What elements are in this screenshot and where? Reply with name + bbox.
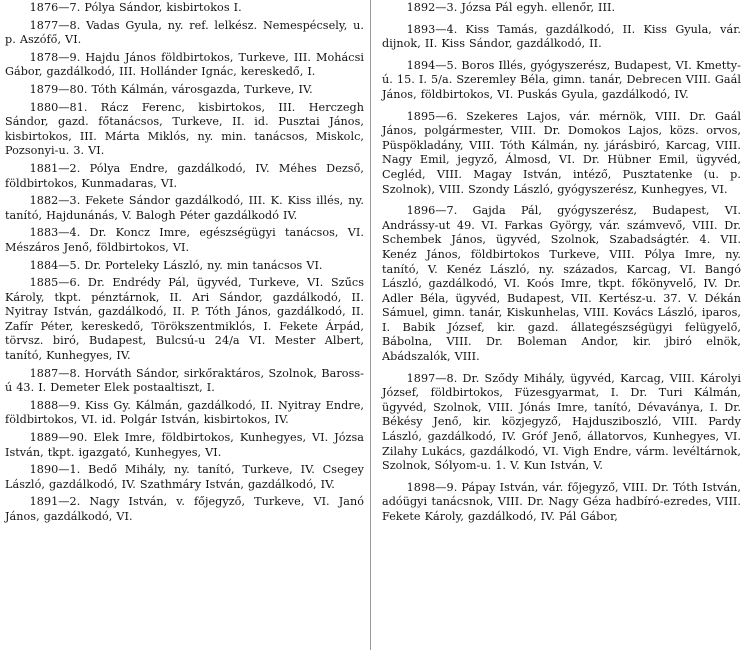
graduate-entry-1891: 1891—2. Nagy István, v. főjegyző, Turkeve, VI. Janó János, gazdálkodó, VI. xyxy=(5,495,364,523)
column-divider xyxy=(370,0,371,650)
graduate-entry-1887: 1887—8. Horváth Sándor, sirkőraktáros, Szolnok, Baross-ú 43. I. Demeter Elek postaaltiszt, I. xyxy=(5,366,364,395)
graduate-entry-1889: 1889—90. Elek Imre, földbirtokos, Kunhegyes, VI. Józsa István, tkpt. igazgató, Kunhegyes, VI. xyxy=(5,431,364,459)
graduate-entry-1893: 1893—4. Kiss Tamás, gazdálkodó, II. Kiss Gyula, vár. dijnok, II. Kiss Sándor, gazdálkodó, II. xyxy=(382,22,741,51)
graduate-entry-1898: 1898—9. Pápay István, vár. főjegyző, VIII. Dr. Tóth István, adóügyi tanácsnok, VIII. Dr. Nagy Géza hadbíró-ezredes, VIII. Fekete Károly, gazdálkodó, IV. Pál Gábor, xyxy=(382,480,741,523)
graduate-entry-1890: 1890—1. Bedő Mihály, ny. tanító, Turkeve, IV. Csegey László, gazdálkodó, IV. Szathmáry István, gazdálkodó, IV. xyxy=(5,463,364,491)
graduate-entry-1878: 1878—9. Hajdu János földbirtokos, Turkeve, III. Mohácsi Gábor, gazdálkodó, III. Hollánder Ignác, kereskedő, I. xyxy=(5,50,364,79)
graduate-entry-1895: 1895—6. Szekeres Lajos, vár. mérnök, VIII. Dr. Gaál János, polgármester, VIII. Dr. Domokos Lajos, közs. orvos, Püspökladány, VIII. Tóth Kálmán, ny. járásbiró, Karcag, VIII. Nagy Emil, jegyző, Álmosd, VI. Dr. Hübner Emil, ügyvéd, Cegléd, VIII. Magay István, intéző, Pusztatenke (u. p. Szolnok), VIII. Szondy László, gyógyszerész, Kunhegyes, VI. xyxy=(382,109,741,196)
graduate-entry-1884: 1884—5. Dr. Porteleky László, ny. min tanácsos VI. xyxy=(29,258,323,272)
graduate-entry-1897: 1897—8. Dr. Sződy Mihály, ügyvéd, Karcag, VIII. Károlyi József, földbirtokos, Füzesgyarmat, I. Dr. Turi Kálmán, ügyvéd, Szolnok, VIII. Jónás Imre, tanító, Dévaványa, I. Dr. Békésy Jenő, kir. közjegyző, Hajdusziboszló, VIII. Pardy László, gazdálkodó, IV. Gróf Jenő, állatorvos, Kunhegyes, VI. Zilahy Lukács, gazdálkodó, VI. Vigh Endre, várm. levéltárnok, Szolnok, Sólyom-u. 1. V. Kun István, V. xyxy=(382,371,741,473)
graduate-entry-1892: 1892—3. Józsa Pál egyh. ellenőr, III. xyxy=(406,1,616,14)
graduate-entry-1896: 1896—7. Gajda Pál, gyógyszerész, Budapest, VI. Andrássy-ut 49. VI. Farkas György, vár. számvevő, VIII. Dr. Schembek János, ügyvéd, Szolnok, Szabadságtér. 4. VII. Kenéz János, földbirtokos Turkeve, VIII. Pólya Imre, ny. tanító, V. Kenéz László, ny. százados, Karcag, VI. Bangó László, gazdálkodó, VI. Koós Imre, tkpt. főkönyvelő, IV. Dr. Adler Béla, ügyvéd, Budapest, VII. Kertész-u. 37. V. Dékán Sámuel, gimn. tanár, Kiskunhelas, VIII. Kovács László, iparos, I. Babik József, kir. gazd. állategészségügyi felügyelő, Bábolna, VIII. Dr. Boleman Andor, kir. jbiró elnök, Abádszalók, VIII. xyxy=(382,204,741,364)
right-column xyxy=(382,1,741,532)
graduate-entry-1882: 1882—3. Fekete Sándor gazdálkodó, III. K. Kiss illés, ny. tanító, Hajdunánás, V. Balogh Péter gazdálkodó IV. xyxy=(5,194,364,222)
graduate-entry-1894: 1894—5. Boros Illés, gyógyszerész, Budapest, VI. Kmetty-ú. 15. I. 5/a. Szeremley Béla, gimn. tanár, Debrecen VIII. Gaál János, földbirtokos, VI. Puskás Gyula, gazdálkodó, IV. xyxy=(382,58,741,101)
left-column xyxy=(5,1,364,528)
graduate-entry-1880: 1880—81. Rácz Ferenc, kisbirtokos, III. Herczegh Sándor, gazd. főtanácsos, Turkeve, II. id. Pusztai János, kisbirtokos, III. Márta Miklós, ny. min. tanácsos, Miskolc, Pozsonyi-u. 3. VI. xyxy=(5,100,364,158)
graduate-entry-1883: 1883—4. Dr. Koncz Imre, egészségügyi tanácsos, VI. Mészáros Jenő, földbirtokos, VI. xyxy=(5,226,364,254)
graduate-entry-1888: 1888—9. Kiss Gy. Kálmán, gazdálkodó, II. Nyitray Endre, földbirtokos, VI. id. Polgár István, kisbirtokos, IV. xyxy=(5,398,364,427)
graduate-entry-1881: 1881—2. Pólya Endre, gazdálkodó, IV. Méhes Dezső, földbirtokos, Kunmadaras, VI. xyxy=(5,161,364,190)
graduate-entry-1885: 1885—6. Dr. Endrédy Pál, ügyvéd, Turkeve, VI. Szűcs Károly, tkpt. pénztárnok, II. Ari Sándor, gazdálkodó, II. Nyitray István, gazdálkodó, II. P. Tóth János, gazdálkodó, II. Zafír Péter, kereskedő, Törökszentmiklós, I. Fekete Árpád, törvsz. biró, Budapest, Bulcsú-u 24/a VI. Mester Albert, tanító, Kunhegyes, IV. xyxy=(5,276,364,363)
graduate-entry-1876: 1876—7. Pólya Sándor, kisbirtokos I. xyxy=(29,1,242,14)
graduate-entry-1877: 1877—8. Vadas Gyula, ny. ref. lelkész. Nemespécsely, u. p. Aszófő, VI. xyxy=(5,18,364,47)
graduate-entry-1879: 1879—80. Tóth Kálmán, városgazda, Turkeve, IV. xyxy=(29,82,313,96)
